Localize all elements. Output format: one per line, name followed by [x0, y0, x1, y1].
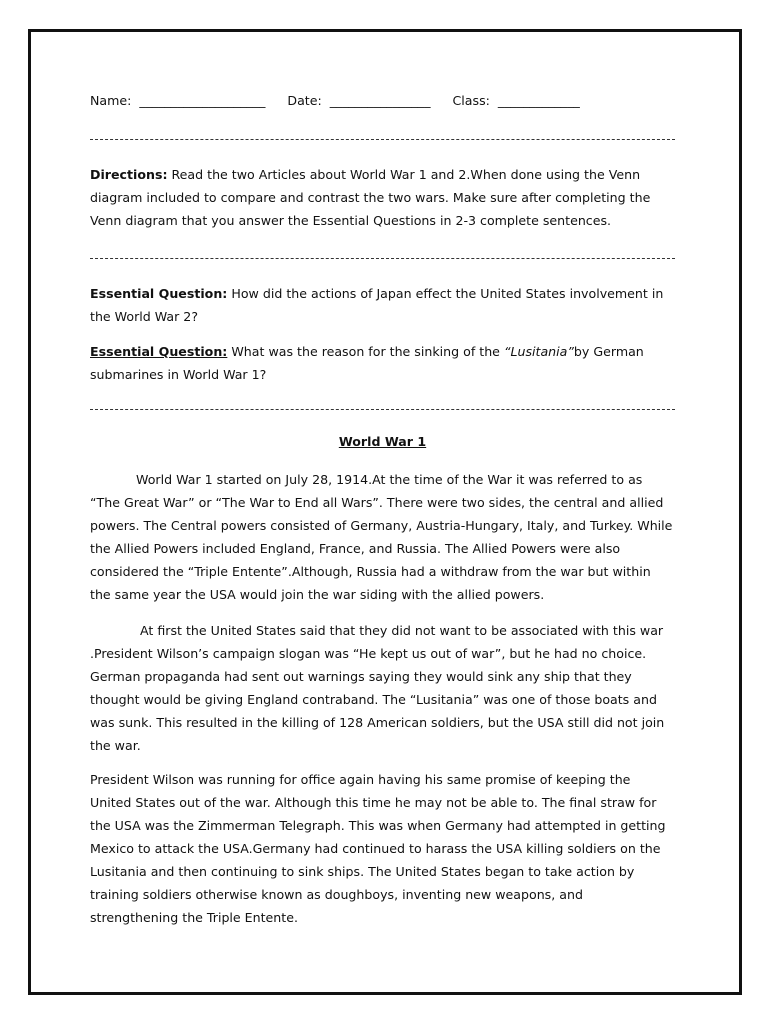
question-text-end: by German submarines in World War 1?	[90, 344, 644, 382]
question-italic: “Lusitania”	[503, 344, 574, 359]
date-blank: ________________	[329, 93, 431, 108]
article-paragraph-2	[90, 619, 675, 757]
article-paragraph-1	[90, 468, 675, 606]
paragraph-text: President Wilson was running for office again having his same promise of keeping the United States out of the war. Although this time he may not be able to. The final straw for the USA was the Zimmerman Telegraph. This was when Germany had attempted in getting Mexico to attack the USA.Germany had continued to harass the USA killing soldiers on the Lusitania and then continuing to sink ships. The United States began to take action by training soldiers otherwise known as doughboys, inventing new weapons, and strengthening the Triple Entente.	[90, 772, 666, 925]
question-text: How did the actions of Japan effect the United States involvement in the World War 2?	[90, 286, 664, 324]
paragraph-text: World War 1 started on July 28, 1914.At the time of the War it was referred to as “The Great War” or “The War to End all Wars”. There were two sides, the central and allied powers. The Central powers consisted of Germany, Austria-Hungary, Italy, and Turkey. While the Allied Powers included England, France, and Russia. The Allied Powers were also considered the “Triple Entente”.Although, Russia had a withdraw from the war but within the same year the USA would join the war siding with the allied powers.	[90, 472, 673, 602]
directions	[90, 163, 675, 232]
divider	[90, 258, 675, 259]
class-blank: _____________	[497, 93, 580, 108]
name-label: Name:	[90, 93, 132, 108]
student-info-header	[90, 93, 675, 108]
paragraph-text: At first the United States said that they did not want to be associated with this war .President Wilson’s campaign slogan was “He kept us out of war”, but he had no choice. German propaganda had sent out warnings saying they would sink any ship that they thought would be giving England contraband. The “Lusitania” was one of those boats and was sunk. This resulted in the killing of 128 American soldiers, but the USA still did not join the war.	[90, 623, 665, 753]
directions-text: Read the two Articles about World War 1 and 2.When done using the Venn diagram included to compare and contrast the two wars. Make sure after completing the Venn diagram that you answer the Essential Questions in 2-3 complete sentences.	[90, 167, 651, 228]
question-label: Essential Question:	[90, 286, 228, 301]
article-title: World War 1	[338, 434, 427, 449]
divider	[90, 139, 675, 140]
essential-question-1	[90, 282, 675, 328]
article-paragraph-3	[90, 768, 675, 929]
name-blank: ____________________	[139, 93, 266, 108]
question-text: What was the reason for the sinking of the	[227, 344, 504, 359]
question-label: Essential Question:	[90, 344, 228, 359]
date-label: Date:	[287, 93, 322, 108]
divider	[90, 409, 675, 410]
directions-label: Directions:	[90, 167, 168, 182]
essential-question-2	[90, 340, 675, 386]
class-label: Class:	[452, 93, 490, 108]
